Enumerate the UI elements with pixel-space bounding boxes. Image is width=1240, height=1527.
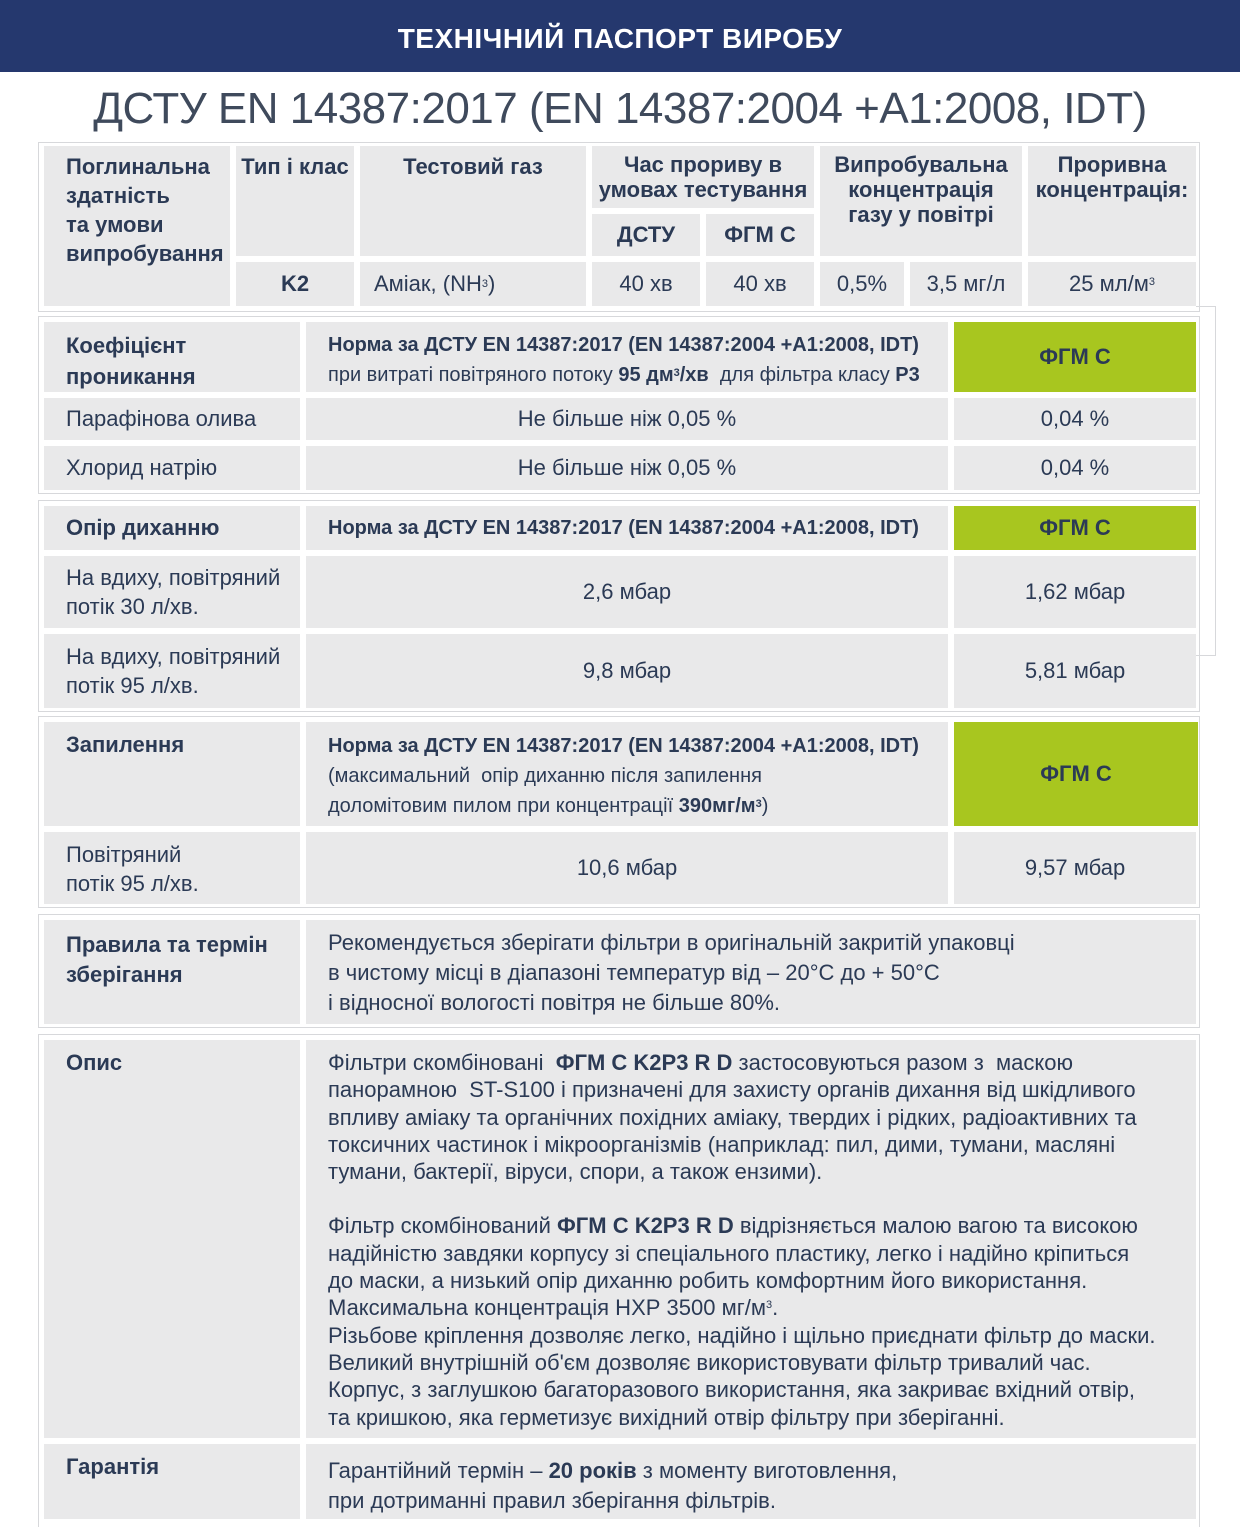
absorption-header-dstu: ДСТУ (592, 214, 700, 256)
penetration-title: Коефіцієнт проникання (44, 322, 300, 392)
resistance-product-header: ФГМ С (954, 506, 1196, 550)
penetration-row-value: 0,04 % (954, 446, 1196, 490)
resistance-row-value: 1,62 мбар (954, 556, 1196, 628)
absorption-breakthrough-value: 25 мл/м $^3$ (1028, 262, 1196, 306)
absorption-header-concentration: Випробувальна концентрація газу у повітрі (820, 146, 1022, 256)
resistance-row-norm: 9,8 мбар (306, 634, 948, 708)
absorption-header-fgm: ФГМ С (706, 214, 814, 256)
penetration-row-value: 0,04 % (954, 398, 1196, 440)
clogging-row-value: 9,57 мбар (954, 832, 1196, 904)
resistance-row-label: На вдиху, повітряний потік 95 л/хв. (44, 634, 300, 708)
absorption-conc-mg-value: 3,5 мг/л (910, 262, 1022, 306)
storage-title: Правила та термін зберігання (44, 920, 300, 1024)
absorption-header-breakthrough: Проривна концентрація: (1028, 146, 1196, 256)
penetration-product-header: ФГМ С (954, 322, 1196, 392)
standard-title: ДСТУ EN 14387:2017 (EN 14387:2004 +A1:2008, IDT) (93, 84, 1147, 133)
resistance-norm: Норма за ДСТУ EN 14387:2017 (EN 14387:2004 +A1:2008, IDT) (306, 506, 948, 550)
absorption-dstu-value: 40 хв (592, 262, 700, 306)
penetration-row-label: Парафінова олива (44, 398, 300, 440)
warranty-title: Гарантія (44, 1444, 300, 1519)
clogging-row-label: Повітряний потік 95 л/хв. (44, 832, 300, 904)
resistance-row-norm: 2,6 мбар (306, 556, 948, 628)
absorption-type-value: K2 (236, 262, 354, 306)
penetration-norm: Норма за ДСТУ EN 14387:2017 (EN 14387:2004 +A1:2008, IDT) при витраті повітряного потоку 95 $дм^3/хв$ для фільтра класу P3 (306, 322, 948, 392)
page-header (0, 0, 1240, 72)
absorption-header-type: Тип і клас (236, 146, 354, 256)
resistance-row-value: 5,81 мбар (954, 634, 1196, 708)
absorption-header-time: Час прориву в умовах тестування (592, 146, 814, 208)
resistance-title: Опір диханню (44, 506, 300, 550)
absorption-gas-value: Аміак, (NH 3 ) (360, 262, 586, 306)
absorption-header-col1: Поглинальна здатність та умови випробування (44, 146, 230, 306)
absorption-fgm-value: 40 хв (706, 262, 814, 306)
clogging-title: Запилення (44, 722, 300, 826)
penetration-row-norm: Не більше ніж 0,05 % (306, 446, 948, 490)
clogging-row-norm: 10,6 мбар (306, 832, 948, 904)
storage-text: Рекомендується зберігати фільтри в оригінальній закритій упаковці в чистому місці в діапазоні температур від – 20°C до + 50°C і відносної вологості повітря не більше 80%. (306, 920, 1196, 1024)
description-text: Фільтри скомбіновані ФГМ С K2P3 R D застосовуються разом з маскою панорамною ST-S100 і призначені для захисту органів дихання від шкідливого впливу аміаку та органічних похідних аміаку, твердих і рідких, радіоактивних та токсичних частинок і мікроорганізмів (наприклад: пил, дими, тумани, масляні тумани, бактерії, віруси, спори, а також ензими). Фільтр скомбінований ФГМ С K2P3 R D відрізняється малою вагою та високою надійністю завдяки корпусу зі спеціального пластику, легко і надійно кріпиться до маски, а низький опір диханню робить комфортним його використання. Максимальна концентрація НХР 3500 $мг/м^3$. Різьбове кріплення дозволяє легко, надійно і щільно приєднати фільтр до маски. Великий внутрішній об'єм дозволяє використовувати фільтр тривалий час. Корпус, з заглушкою багаторазового використання, яка закриває вхідний отвір, та кришкою, яка герметизує вихідний отвір фільтру при зберіганні. (306, 1040, 1196, 1438)
resistance-row-label: На вдиху, повітряний потік 30 л/хв. (44, 556, 300, 628)
header-title: ТЕХНІЧНИЙ ПАСПОРТ ВИРОБУ (397, 23, 843, 54)
description-title: Опис (44, 1040, 300, 1438)
clogging-norm: Норма за ДСТУ EN 14387:2017 (EN 14387:2004 +A1:2008, IDT) (максимальний опір диханню після запилення доломітовим пилом при концентрації $390мг/м^3$) (306, 722, 948, 826)
penetration-row-label: Хлорид натрію (44, 446, 300, 490)
absorption-conc-pct-value: 0,5% (820, 262, 904, 306)
penetration-row-norm: Не більше ніж 0,05 % (306, 398, 948, 440)
clogging-product-header: ФГМ С (954, 722, 1198, 826)
absorption-header-gas: Тестовий газ (360, 146, 586, 256)
warranty-text: Гарантійний термін – 20 років з моменту виготовлення, при дотриманні правил зберігання фільтрів. (306, 1444, 1196, 1519)
